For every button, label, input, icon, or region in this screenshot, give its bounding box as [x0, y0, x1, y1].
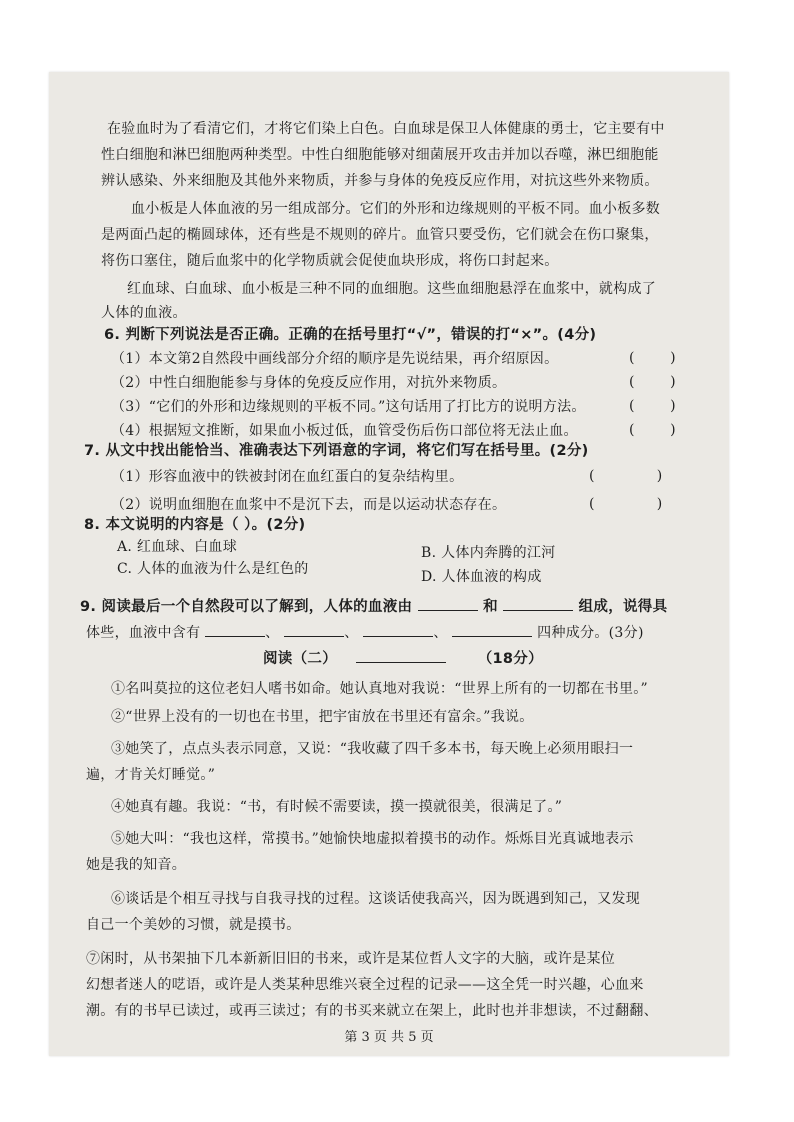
reading-2-line: 遍，才肯关灯睡觉。”: [86, 767, 216, 783]
fill-blank[interactable]: [418, 594, 478, 611]
q7-item-1: （1）形容血液中的铁被封闭在血红蛋白的复杂结构里。: [111, 469, 464, 485]
passage-line: 在验血时为了看清它们，才将它们染上白色。白血球是保卫人体健康的勇士，它主要有中: [107, 121, 665, 137]
passage-line: 将伤口塞住，随后血浆中的化学物质就会促使血块形成，将伤口封起来。: [101, 253, 559, 269]
passage-line: 血小板是人体血液的另一组成部分。它们的外形和边缘规则的平板不同。血小板多数: [131, 201, 661, 217]
q6-item-3: （3）“它们的外形和边缘规则的平板不同。”这句话用了打比方的说明方法。: [111, 399, 586, 415]
passage-line: 红血球、白血球、血小板是三种不同的血细胞。这些血细胞悬浮在血浆中，就构成了: [127, 281, 657, 297]
question-8-title: 8. 本文说明的内容是（ ）。(2分): [84, 517, 306, 533]
reading-2-line: 幻想者迷人的呓语，或许是人类某种思维兴衰全过程的记录——这全凭一时兴趣，心血来: [86, 977, 644, 993]
question-9-line-2: 体些，血液中含有 、 、 、 四种成分。(3分): [86, 620, 644, 646]
passage-line: 性白细胞和淋巴细胞两种类型。中性白细胞能够对细菌展开攻击并加以吞噬，淋巴细胞能: [101, 147, 659, 163]
q8-option-d[interactable]: D. 人体血液的构成: [421, 569, 542, 585]
q8-option-b[interactable]: B. 人体内奔腾的江河: [421, 545, 556, 561]
reading-2-line: 她是我的知音。: [86, 857, 187, 873]
reading-2-line: ⑤她大叫：“我也这样，常摸书。”她愉快地虚拟着摸书的动作。烁烁目光真诚地表示: [111, 831, 634, 847]
reading-2-line: 自己一个美妙的习惯，就是摸书。: [86, 917, 301, 933]
answer-parentheses[interactable]: ( ): [629, 350, 676, 366]
reading-2-line: ③她笑了，点点头表示同意，又说：“我收藏了四千多本书，每天晚上必须用眼扫一: [111, 741, 634, 757]
answer-parentheses[interactable]: ( ): [629, 374, 676, 390]
fill-blank[interactable]: [356, 646, 446, 663]
question-7-title: 7. 从文中找出能恰当、准确表达下列语意的字词，将它们写在括号里。(2分): [84, 443, 589, 459]
passage-line: 辨认感染、外来细胞及其他外来物质，并参与身体的免疫反应作用，对抗这些外来物质。: [101, 173, 659, 189]
reading-2-line: 潮。有的书早已读过，或再三读过；有的书买来就立在架上，此时也并非想读，不过翻翻、: [86, 1003, 658, 1019]
answer-parentheses[interactable]: ( ): [589, 496, 663, 512]
exam-page: [49, 72, 729, 1056]
answer-parentheses[interactable]: ( ): [589, 468, 663, 484]
reading-2-line: ⑦闲时，从书架抽下几本新新旧旧的书来，或许是某位哲人文字的大脑，或许是某位: [86, 951, 616, 967]
reading-2-line: ①名叫莫拉的这位老妇人嗜书如命。她认真地对我说：“世界上所有的一切都在书里。”: [111, 681, 649, 697]
fill-blank[interactable]: [452, 620, 532, 637]
fill-blank[interactable]: [503, 594, 573, 611]
fill-blank[interactable]: [284, 620, 344, 637]
q8-option-a[interactable]: A. 红血球、白血球: [117, 539, 238, 555]
reading-2-title: 阅读（二） （18分）: [263, 646, 543, 672]
answer-parentheses[interactable]: ( ): [629, 422, 676, 438]
question-6-title: 6. 判断下列说法是否正确。正确的在括号里打“√”，错误的打“×”。(4分): [104, 327, 597, 343]
answer-parentheses[interactable]: ( ): [629, 398, 676, 414]
question-9-line-1: 9. 阅读最后一个自然段可以了解到，人体的血液由 和 组成，说得具: [80, 594, 667, 620]
passage-line: 人体的血液。: [101, 305, 187, 321]
q6-item-2: （2）中性白细胞能参与身体的免疫反应作用，对抗外来物质。: [111, 375, 507, 391]
reading-2-line: ②“世界上没有的一切也在书里，把宇宙放在书里还有富余。”我说。: [111, 709, 534, 725]
q6-item-4: （4）根据短文推断，如果血小板过低，血管受伤后伤口部位将无法止血。: [111, 423, 578, 439]
passage-line: 是两面凸起的椭圆球体，还有些是不规则的碎片。血管只要受伤，它们就会在伤口聚集，: [101, 227, 659, 243]
page-footer: 第 3 页 共 5 页: [344, 1030, 434, 1045]
q8-option-c[interactable]: C. 人体的血液为什么是红色的: [117, 561, 309, 577]
reading-2-line: ④她真有趣。我说：“书，有时候不需要读，摸一摸就很美，很满足了。”: [111, 799, 563, 815]
q6-item-1: （1）本文第2自然段中画线部分介绍的顺序是先说结果，再介绍原因。: [111, 351, 559, 367]
q7-item-2: （2）说明血细胞在血浆中不是沉下去，而是以运动状态存在。: [111, 497, 507, 513]
reading-2-line: ⑥谈话是个相互寻找与自我寻找的过程。这谈话使我高兴，因为既遇到知己，又发现: [111, 891, 641, 907]
fill-blank[interactable]: [205, 620, 265, 637]
fill-blank[interactable]: [363, 620, 433, 637]
